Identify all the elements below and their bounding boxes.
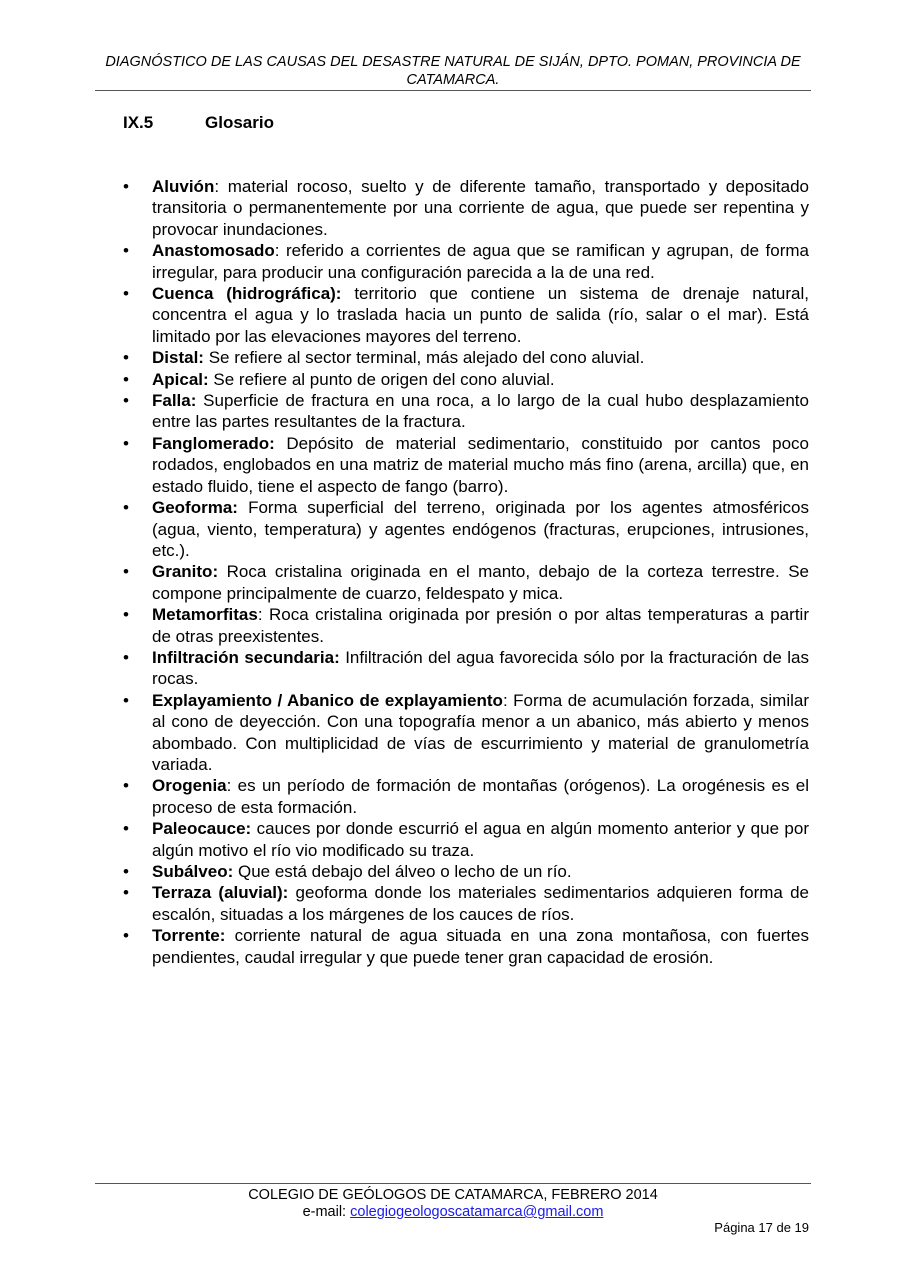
glossary-definition: geoforma donde los materiales sedimentarios adquieren forma de escalón, situadas a los márgenes de los cauces de ríos.	[152, 883, 809, 924]
footer-organization: COLEGIO DE GEÓLOGOS DE CATAMARCA, FEBRERO 2014	[248, 1187, 658, 1203]
glossary-item	[123, 347, 809, 368]
glossary-item	[123, 283, 809, 347]
glossary-item	[123, 775, 809, 818]
glossary-term: Falla:	[152, 391, 197, 411]
document-header	[95, 53, 811, 89]
glossary-item	[123, 369, 809, 390]
glossary-term: Torrente:	[152, 926, 226, 946]
glossary-item	[123, 818, 809, 861]
glossary-term: Anastomosado	[152, 241, 275, 261]
glossary-separator: :	[257, 605, 263, 625]
footer-email-label: e-mail:	[302, 1204, 351, 1220]
glossary-term: Infiltración secundaria:	[152, 647, 340, 667]
glossary-definition: referido a corrientes de agua que se ramifican y agrupan, de forma irregular, para producir una configuración parecida a la de una red.	[152, 241, 809, 282]
glossary-definition: Depósito de material sedimentario, constituido por cantos poco rodados, englobados en una matriz de material mucho más fino (arena, arcilla) que, en estado fluido, tiene el aspecto de fango (barro).	[152, 433, 809, 496]
section-title: Glosario	[205, 113, 274, 132]
glossary-term: Paleocauce:	[152, 819, 252, 839]
glossary-definition: material rocoso, suelto y de diferente tamaño, transportado y depositado transitoria o permanentemente por una corriente de agua, que puede ser repentina y provocar inundaciones.	[152, 177, 809, 239]
glossary-term: Aluvión	[152, 177, 215, 196]
glossary-item	[123, 690, 809, 776]
glossary-definition: Infiltración del agua favorecida sólo por la fracturación de las rocas.	[152, 647, 809, 689]
footer-email-link[interactable]: colegiogeologoscatamarca@gmail.com	[350, 1204, 604, 1220]
glossary-term: Geoforma:	[152, 498, 238, 518]
glossary-term: Terraza (aluvial):	[152, 883, 289, 903]
glossary-definition: Superficie de fractura en una roca, a lo largo de la cual hubo desplazamiento entre las partes resultantes de la fractura.	[152, 391, 809, 432]
glossary-item	[123, 390, 809, 433]
glossary-item	[123, 561, 809, 604]
glossary-list	[123, 176, 809, 968]
glossary-item	[123, 240, 809, 283]
glossary-definition: corriente natural de agua situada en una zona montañosa, con fuertes pendientes, caudal irregular y que puede tener gran capacidad de erosión.	[152, 926, 809, 967]
glossary-term: Granito:	[152, 562, 219, 582]
glossary-item	[123, 433, 809, 497]
glossary-term: Cuenca (hidrográfica):	[152, 284, 342, 304]
glossary-separator: :	[502, 690, 508, 710]
glossary-term: Explayamiento / Abanico de explayamiento	[152, 690, 503, 710]
glossary-term: Apical:	[152, 369, 209, 389]
glossary-definition: Roca cristalina originada en el manto, debajo de la corteza terrestre. Se compone principalmente de cuarzo, feldespato y mica.	[152, 562, 809, 603]
glossary-term: Distal:	[152, 348, 204, 368]
section-number: IX.5	[123, 113, 154, 132]
glossary-item	[123, 882, 809, 925]
glossary-definition: territorio que contiene un sistema de drenaje natural, concentra el agua y lo traslada hacia un punto de salida (río, salar o el mar). Está limitado por las elevaciones mayores del terreno.	[152, 284, 810, 346]
glossary-definition: Se refiere al sector terminal, más alejado del cono aluvial.	[203, 348, 645, 368]
header-divider	[95, 90, 811, 91]
glossary-item	[123, 647, 809, 690]
glossary-item	[123, 176, 809, 240]
document-footer	[95, 1187, 811, 1221]
glossary-separator: :	[274, 241, 280, 261]
glossary-item	[123, 497, 809, 561]
glossary-term: Orogenia	[152, 776, 227, 796]
glossary-separator: :	[226, 776, 232, 796]
glossary-definition: Se refiere al punto de origen del cono aluvial.	[208, 369, 555, 389]
glossary-definition: Roca cristalina originada por presión o por altas temperaturas a partir de otras preexistentes.	[152, 605, 809, 646]
glossary-term: Metamorfitas	[152, 605, 258, 625]
glossary-term: Subálveo:	[152, 862, 234, 881]
glossary-definition: es un período de formación de montañas (orógenos). La orogénesis es el proceso de esta formación.	[152, 776, 809, 817]
glossary-definition: Que está debajo del álveo o lecho de un río.	[233, 862, 572, 881]
glossary-term: Fanglomerado:	[152, 433, 275, 453]
header-title: DIAGNÓSTICO DE LAS CAUSAS DEL DESASTRE NATURAL DE SIJÁN, DPTO. POMAN, PROVINCIA DE CATAMARCA.	[105, 54, 801, 88]
glossary-definition: Forma de acumulación forzada, similar al cono de deyección. Con una topografía menor a un abanico, más abierto y menos abombado. Con multiplicidad de vías de escurrimiento y material de granulometría variada.	[152, 690, 809, 774]
footer-divider	[95, 1183, 811, 1184]
glossary-definition: Forma superficial del terreno, originada por los agentes atmosféricos (agua, viento, temperatura) y agentes endógenos (fracturas, erupciones, intrusiones, etc.).	[152, 498, 809, 560]
glossary-item	[123, 604, 809, 647]
glossary-item	[123, 861, 809, 882]
glossary-definition: cauces por donde escurrió el agua en algún momento anterior y que por algún motivo el río vio modificado su traza.	[152, 819, 809, 860]
page-number: Página 17 de 19	[714, 1220, 809, 1235]
glossary-item	[123, 925, 809, 968]
glossary-separator: :	[214, 177, 220, 196]
footer-email-line	[95, 1204, 811, 1221]
section-heading	[123, 113, 274, 133]
